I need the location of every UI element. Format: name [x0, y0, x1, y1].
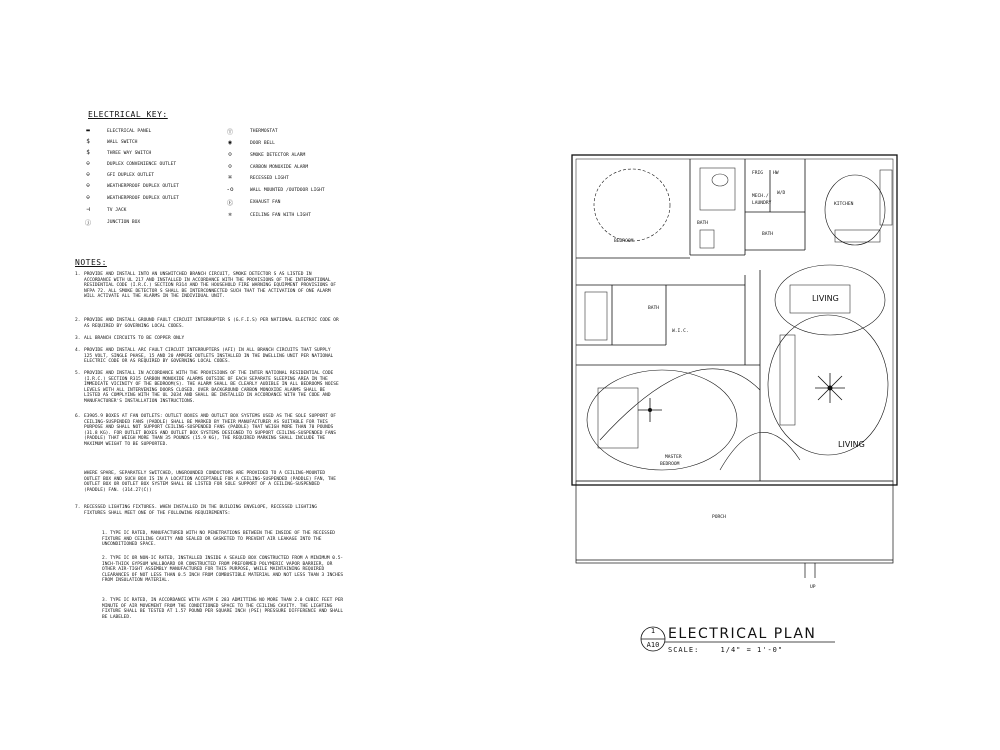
room-wd: W/D [777, 191, 786, 196]
note-number: 2. [75, 318, 81, 323]
note-text: 3. TYPE IC RATED, IN ACCORDANCE WITH ASTM E 283 ADMITTING NO MORE THAN 2.0 CUBIC FEET PER MINUTE OF AIR MOVEMENT FROM THE CONDITIONED SPACE TO THE CEILING CAVITY. THE LIGHTING FIXTURE SHALL BE TESTED AT 1.57 POUND PER SQUARE INCH (PSI) PRESSURE DIFFERENCE AND SHALL BE LABELED. [102, 598, 344, 620]
electrical-panel-icon: ▬ [86, 127, 90, 134]
room-bath-1: BATH [697, 221, 709, 226]
room-living-2: LIVING [838, 440, 865, 449]
room-hw: HW [773, 171, 779, 176]
note-text: 1. TYPE IC RATED, MANUFACTURED WITH NO PENETRATIONS BETWEEN THE INSIDE OF THE RECESSED FIXTURE AND CEILING CAVITY AND SEALED OR GASKETED TO PREVENT AIR LEAKAGE INTO THE UNCONDITIONED SPACE. [102, 531, 335, 548]
gfi-outlet-icon: ⊖ [86, 171, 90, 178]
key-label: THREE WAY SWITCH [107, 151, 152, 156]
key-label: WEATHERPROOF DUPLEX OUTLET [107, 196, 179, 201]
co-alarm-icon: ⊙ [228, 163, 232, 170]
room-living-1: LIVING [812, 294, 839, 303]
recessed-light-icon: ⌘ [228, 174, 232, 181]
note-text: RECESSED LIGHTING FIXTURES. WHEN INSTALLED IN THE BUILDING ENVELOPE, RECESSED LIGHTING FIXTURES SHALL MEET ONE OF THE FOLLOWING REQUIREMENTS: [84, 505, 317, 516]
note-number: 3. [75, 336, 81, 341]
note-text: PROVIDE AND INSTALL IN ACCORDANCE WITH THE PROVISIONS OF THE INTER NATIONAL RESIDENTIAL CODE (I.R.C.) SECTION R315 CARBON MONOXIDE ALARMS OUTSIDE OF EACH SEPARATE SLEEPING AREA IN THE IMMEDIATE VICINITY OF THE BEDROOM(S). THE ALARM SHALL BE CLEARLY AUDIBLE IN ALL BEDROOMS NOISE LEVELS WITH ALL INTERVENING DOORS CLOSED. OVER BACKGROUND CARBON MONOXIDE ALARMS SHALL BE LISTED AS COMPLYING WITH THE UL 2034 AND SHALL BE INSTALLED IN ACCORDANCE WITH THE CODE AND MANUFACTURER'S INSTALLATION INSTRUCTIONS. [84, 371, 339, 404]
note-text: PROVIDE AND INSTALL INTO AN UNSWITCHED BRANCH CIRCUIT, SMOKE DETECTOR S AS LISTED IN ACCORDANCE WITH UL 217 AND INSTALLED IN ACCORDANCE WITH THE PROVISIONS OF THE INTERNATIONAL RESIDENTIAL CODE (I.R.C.) SECTION R314 AND THE HOUSEHOLD FIRE WARNING EQUIPMENT PROVISIONS OF NFPA 72. ALL SMOKE DETECTOR S SHALL BE INTERCONNECTED SUCH THAT THE ACTIVATION OF ONE ALARM WILL ACTIVATE ALL THE ALARMS IN THE INDIVIDUAL UNIT. [84, 272, 336, 300]
room-bath-2: BATH [762, 232, 774, 237]
wall-light-icon: -o [226, 186, 234, 193]
weatherproof-outlet-icon: ⊖ [86, 182, 90, 189]
thermostat-icon: Ⓣ [226, 129, 233, 136]
room-master-1: MASTER [665, 455, 682, 460]
scale-value: 1/4" = 1'-0" [720, 646, 784, 654]
key-label: JUNCTION BOX [107, 220, 141, 225]
note-text: PROVIDE AND INSTALL GROUND FAULT CIRCUIT INTERRUPTER S (G.F.I.S) PER NATIONAL ELECTRIC CODE OR AS REQUIRED BY GOVERNING LOCAL CODES. [84, 318, 339, 329]
three-way-switch-icon: $ [86, 149, 90, 156]
scale-label: SCALE: [668, 646, 700, 654]
key-label: WEATHERPROOF DUPLEX OUTLET [107, 184, 179, 189]
key-label: THERMOSTAT [250, 129, 278, 134]
key-label: CARBON MONOXIDE ALARM [250, 165, 309, 170]
key-label: EXHAUST FAN [250, 200, 281, 205]
stair-up-label: UP [810, 585, 816, 590]
note-text: PROVIDE AND INSTALL ARC FAULT CIRCUIT INTERRUPTERS (AFI) IN ALL BRANCH CIRCUITS THAT SUPPLY 125 VOLT, SINGLE PHASE, 15 AND 20 AMPERE OUTLETS INSTALLED IN THE DWELLING UNIT PER NATIONAL ELECTRIC CODE OR AS REQUIRED BY GOVERNING LOCAL CODES. [84, 348, 334, 365]
note-text: WHERE SPARE, SEPARATELY SWITCHED, UNGROUNDED CONDUCTORS ARE PROVIDED TO A CEILING-MOUNTED OUTLET BOX AND SUCH BOX IS IN A LOCATION ACCEPTABLE FOR A CEILING-SUSPENDED (PADDLE) FAN, THE OUTLET BOX OR OUTLET BOX SYSTEM SHALL BE LISTED FOR SOLE SUPPORT OF A CEILING-SUSPENDED (PADDLE) FAN. (314.27(C)) [84, 471, 336, 493]
key-label: GFI DUPLEX OUTLET [107, 173, 155, 178]
room-bath-3: BATH [648, 306, 660, 311]
key-label: RECESSED LIGHT [250, 176, 289, 181]
note-number: 7. [75, 505, 81, 510]
ceiling-fan-icon: ✲ [228, 211, 232, 218]
key-label: DUPLEX CONVENIENCE OUTLET [107, 162, 177, 167]
room-laundry: LAUNDRY [752, 201, 772, 206]
electrical-key-title: ELECTRICAL KEY: [88, 110, 168, 119]
key-label: SMOKE DETECTOR ALARM [250, 153, 306, 158]
room-bedroom: BEDROOM [614, 239, 634, 244]
drawing-scale [668, 646, 783, 654]
key-label: TV JACK [107, 208, 127, 213]
note-number: 5. [75, 371, 81, 376]
room-master-2: BEDROOM [660, 462, 680, 467]
notes-title: NOTES: [75, 258, 107, 267]
door-bell-icon: ◉ [228, 139, 232, 146]
weatherproof-outlet-icon: ⊖ [86, 194, 90, 201]
title-block-sheet: A10 [646, 641, 660, 649]
title-block-number: 1 [650, 627, 656, 635]
exhaust-fan-icon: Ⓔ [226, 200, 233, 207]
key-label: ELECTRICAL PANEL [107, 129, 152, 134]
drawing-title: ELECTRICAL PLAN [668, 626, 817, 642]
note-number: 6. [75, 414, 81, 419]
note-number: 1. [75, 272, 81, 277]
smoke-detector-icon: ⊙ [228, 151, 232, 158]
key-label: WALL SWITCH [107, 140, 138, 145]
note-number: 4. [75, 348, 81, 353]
key-label: CEILING FAN WITH LIGHT [250, 213, 311, 218]
room-wic: W.I.C. [672, 329, 689, 334]
room-kitchen: KITCHEN [834, 202, 854, 207]
key-label: WALL MOUNTED /OUTDOOR LIGHT [250, 188, 325, 193]
key-label: DOOR BELL [250, 141, 275, 146]
note-text: ALL BRANCH CIRCUITS TO BE COPPER ONLY [84, 336, 185, 341]
duplex-outlet-icon: ⊖ [86, 160, 90, 167]
room-mech: MECH./ [752, 194, 769, 199]
room-porch: PORCH [712, 515, 726, 520]
tv-jack-icon: ⊣ [86, 206, 90, 213]
wall-switch-icon: $ [86, 138, 90, 145]
room-frig: FRIG [752, 171, 764, 176]
note-text: E3905.9 BOXES AT FAN OUTLETS: OUTLET BOXES AND OUTLET BOX SYSTEMS USED AS THE SOLE SUPPORT OF CEILING-SUSPENDED FANS (PADDLE) SHALL BE MARKED BY THEIR MANUFACTURER AS SUITABLE FOR THIS PURPOSE AND SHALL NOT SUPPORT CEILING-SUSPENDED FANS (PADDLE) THAT WEIGH MORE THAN 70 POUNDS (31.8 KG). FOR OUTLET BOXES AND OUTLET BOX SYSTEMS DESIGNED TO SUPPORT CEILING-SUSPENDED FANS (PADDLE) THAT WEIGH MORE THAN 35 POUNDS (15.9 KG), THE REQUIRED MARKING SHALL INCLUDE THE MAXIMUM WEIGHT TO BE SUPPORTED. [84, 414, 336, 447]
note-text: 2. TYPE IC OR NON-IC RATED, INSTALLED INSIDE A SEALED BOX CONSTRUCTED FROM A MINIMUM 0.5-INCH-THICK GYPSUM WALLBOARD OR CONSTRUCTED FROM PREFORMED POLYMERIC VAPOR BARRIER, OR OTHER AIR-TIGHT ASSEMBLY MANUFACTURED FOR THIS PURPOSE, WHILE MAINTAINING REQUIRED CLEARANCES OF NOT LESS THAN 0.5 INCH FROM COMBUSTIBLE MATERIAL AND NOT LESS THAN 3 INCHES FROM INSULATION MATERIAL. [102, 556, 344, 584]
junction-box-icon: ⓙ [84, 220, 91, 227]
